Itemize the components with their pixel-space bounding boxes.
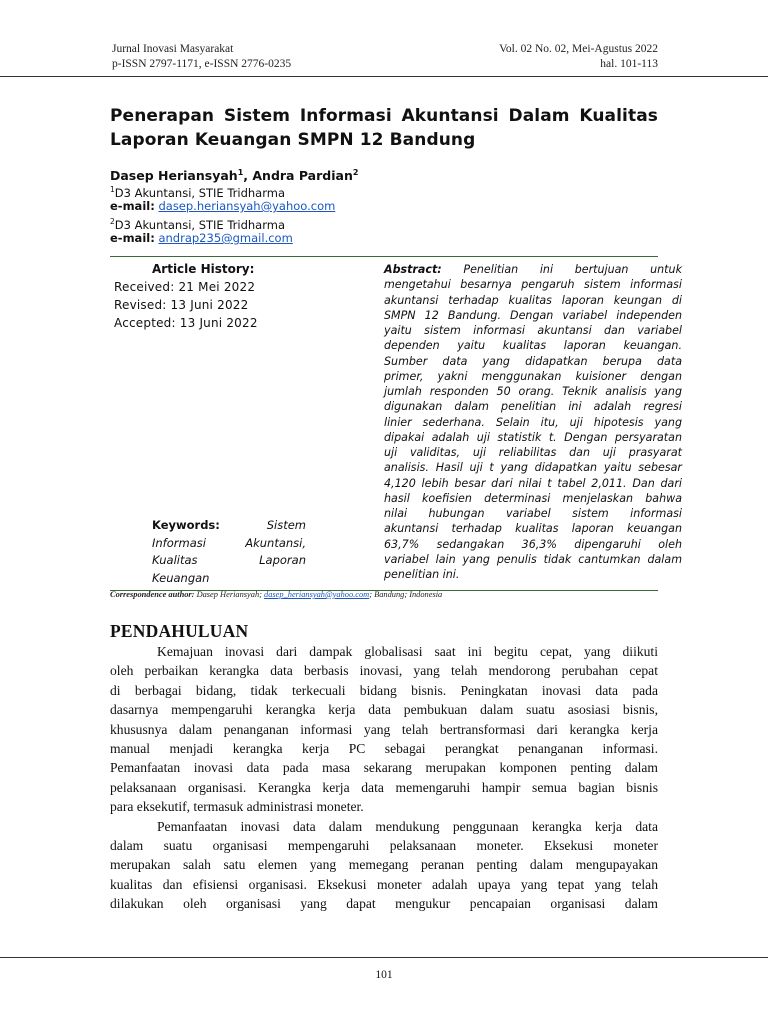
abstract-line: linier sederhana. Selain itu, uji hipotesis yang [384,415,682,429]
title-line: Laporan Keuangan SMPN 12 Bandung [110,130,476,150]
body-line: manual menjadi kerangka kerja PC sebagai perangkat penanganan informasi. [110,741,658,757]
article-history-title: Article History: [152,262,255,276]
abstract-line: dipakai adalah uji statistik t. Dengan persyaratan [384,430,682,444]
affiliation-2-email [110,230,293,246]
author-name: Dasep Heriansyah [110,168,238,184]
correspondence-label: Correspondence author: [110,590,195,599]
body-line: dilakukan oleh organisasi yang dapat mengukur pencapaian organisasi dalam [110,896,658,912]
email-label: e-mail: [110,231,155,245]
correspondence-note [110,590,442,599]
abstract-line: 4,120 lebih besar dari nilai t tabel 2,011. Dan dari [384,476,682,490]
author-affil-mark: 2 [352,168,359,177]
abstract-line: 63,7% sedangakan 36,3% dipengaruhi oleh [384,537,682,551]
body-line: Kemajuan inovasi dari dampak globalisasi saat ini begitu cepat, yang diikuti [157,644,658,659]
body-line: oleh perbaikan kerangka data berbasis inovasi, yang telah mendorong perubahan cepat [110,663,658,679]
author-email-link[interactable]: dasep.heriansyah@yahoo.com [158,199,336,213]
header-divider [0,76,768,77]
journal-issn: p-ISSN 2797-1171, e-ISSN 2776-0235 [112,58,292,70]
email-label: e-mail: [110,199,155,213]
running-header-right [499,42,658,72]
abstract-line: SMPN 12 Bandung. Dengan variabel independen [384,308,682,322]
abstract-line: dependen yaitu kualitas laporan keuangan. [384,339,682,353]
abstract-line: mengetahui besarnya pengaruh sistem informasi [384,278,682,292]
affil-institution: D3 Akuntansi, STIE Tridharma [114,185,286,200]
abstract-text: Penelitian ini bertujuan untuk [463,263,682,276]
affiliation-1-email [110,198,335,214]
abstract-line: variabel lain yang penulis tidak cantumkan dalam [384,552,682,566]
abstract-label: Abstract: [384,263,442,276]
body-line: Pemanfaatan inovasi data pada masa sekarang merupakan komponen penting dalam [110,760,658,776]
author-email-link[interactable]: andrap235@gmail.com [158,231,293,245]
body-line: merupakan salah satu elemen yang memegang peranan penting dalam mengupayakan [110,857,658,873]
footer-divider [0,957,768,958]
abstract-block [384,262,682,582]
author-separator: , [243,168,253,184]
paper-title [110,104,658,152]
history-revised: Revised: 13 Juni 2022 [114,298,249,312]
journal-name: Jurnal Inovasi Masyarakat [112,43,234,55]
body-line: khususnya dalam penanganan informasi yang telah bertransformasi dari kerangka kerja [110,721,658,737]
abstract-line: hasil koefisien determinasi menjelaskan bahwa [384,491,682,505]
body-line: dasarnya mempengaruhi kerangka kerja data pembukuan dalam suatu asosiasi bisnis, [110,702,658,718]
author-affil-mark: 1 [237,168,244,177]
page-range: hal. 101-113 [600,58,658,70]
abstract-line: yaitu sistem informasi akuntansi dan variabel [384,324,682,337]
affil-mark: 1 [110,185,115,194]
abstract-line: akuntansi terhadap kualitas laporan keungan di [384,293,682,307]
body-line: Pemanfaatan inovasi data dalam mendukung penggunaan kerangka kerja data [157,818,658,834]
affil-institution: D3 Akuntansi, STIE Tridharma [114,217,286,232]
history-received: Received: 21 Mei 2022 [114,280,256,294]
keyword-text: Sistem [266,518,306,532]
abstract-line: primer, yakni menggunakan kuisioner dengan [384,369,682,383]
abstract-line: akuntansi terhadap kualitas laporan keuangan [384,522,682,536]
keyword-text: Kualitas Laporan [152,553,306,567]
abstract-line: jumlah responden 50 orang. Teknik analisis yang [384,385,682,398]
abstract-line: nilai hubungan variabel sistem informasi [384,507,682,520]
title-line: Penerapan Sistem Informasi Akuntansi Dalam Kualitas [110,106,658,126]
journal-volume: Vol. 02 No. 02, Mei-Agustus 2022 [499,43,658,55]
affil-mark: 2 [110,217,115,226]
keyword-text: Keuangan [152,570,210,585]
body-line: dalam suatu organisasi mempengaruhi pelaksanaan moneter. Eksekusi moneter [110,838,658,854]
body-text [110,642,658,914]
correspondence-email-link[interactable]: dasep_heriansyah@yahoo.com [264,590,370,599]
section-heading: PENDAHULUAN [110,621,249,641]
history-accepted: Accepted: 13 Juni 2022 [114,316,258,330]
body-line: pelaksanaan organisasi. Kerangka kerja data memengaruhi hampir semua bagian bisnis [110,779,658,795]
keywords-label: Keywords: [152,518,220,532]
keyword-text: Informasi Akuntansi, [152,535,306,550]
body-line: kualitas dan efisiensi organisasi. Eksekusi moneter adalah upaya yang tepat yang telah [110,876,658,892]
abstract-line: uji validitas, uji reliabilitas dan uji prasyarat [384,446,682,459]
keywords-block [152,517,306,587]
running-header-left [112,42,291,72]
body-line: di berbagai bidang, tidak terkecuali bidang bisnis. Peningkatan inovasi data pada [110,682,658,698]
abstract-line: digunakan dalam penelitian ini adalah regresi [384,400,682,414]
abstract-line: analisis. Hasil uji t yang didapatkan yaitu sebesar [384,461,682,475]
page-number: 101 [375,969,393,981]
author-name: Andra Pardian [252,168,353,184]
info-box-top-rule [110,256,658,257]
abstract-line: Sumber data yang didapatkan berupa data [384,354,682,368]
body-line: para eksekutif, termasuk administrasi moneter. [110,799,364,815]
abstract-line: penelitian ini. [384,568,460,581]
correspondence-location: ; Bandung; Indonesia [369,590,443,599]
correspondence-name: Dasep Heriansyah; [194,590,265,599]
